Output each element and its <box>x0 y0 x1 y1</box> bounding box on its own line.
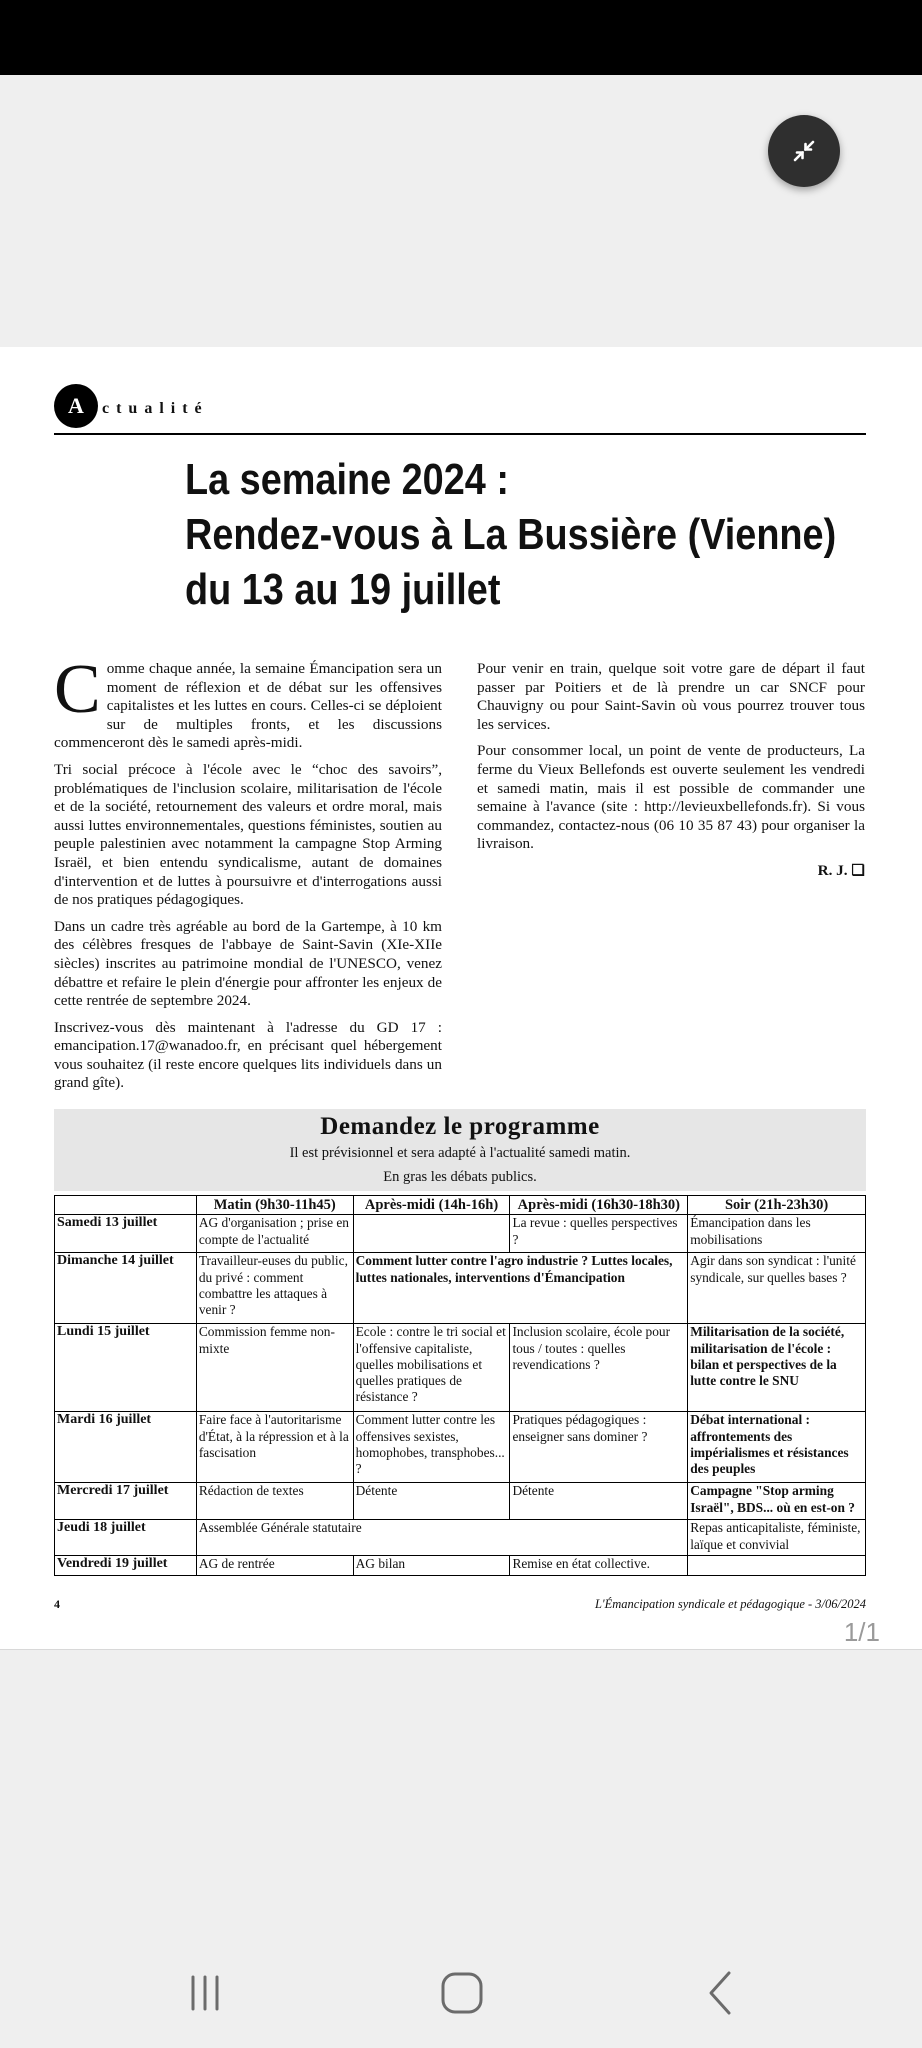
rubric-initial: A <box>54 384 98 428</box>
column-header: Soir (21h-23h30) <box>688 1196 866 1215</box>
rubric-divider <box>54 433 866 435</box>
column-header: Après-midi (16h30-18h30) <box>510 1196 688 1215</box>
rubric-label: ctualité <box>102 400 209 417</box>
table-cell: AG bilan <box>353 1556 510 1576</box>
day-cell: Mardi 16 juillet <box>55 1412 197 1483</box>
table-cell: Rédaction de textes <box>196 1483 353 1520</box>
day-cell: Samedi 13 juillet <box>55 1215 197 1253</box>
viewer-background <box>0 75 922 347</box>
table-cell: La revue : quelles perspectives ? <box>510 1215 688 1253</box>
table-cell: Faire face à l'autoritarisme d'État, à la répression et à la fascisation <box>196 1412 353 1483</box>
article-paragraph: Tri social précoce à l'école avec le “choc des savoirs”, problématiques de l'inclusion scolaire, militarisation de l'école et de la société, retournement des valeurs et ordre moral, mais aussi luttes environnementales, questions féministes, soutien au peuple palestinien avec notamment la campagne Stop Arming Israël, et bien entendu syndicalisme, autant de domaines d'intervention et de luttes à poursuivre et d'interrogations aussi de nos pratiques pédagogiques. <box>54 760 442 909</box>
article-paragraph: Dans un cadre très agréable au bord de la Gartempe, à 10 km des célèbres fresques de l'abbaye de Saint-Savin (XIe-XIIe siècles) inscrites au patrimoine mondial de l'UNESCO, venez débattre et refaire le plein d'énergie pour affronter les enjeux de cette rentrée de septembre 2024. <box>54 917 442 1010</box>
column-header: Matin (9h30-11h45) <box>196 1196 353 1215</box>
publication-footer: L'Émancipation syndicale et pédagogique - 3/06/2024 <box>594 1597 866 1611</box>
article-paragraph: Pour consommer local, un point de vente de producteurs, La ferme du Vieux Bellefonds est ouverte seulement les vendredi et samedi matin, mais il est possible de commander une semaine à l'avance (site : http://levieuxbellefonds.fr). Si vous commandez, contactez-nous (06 10 35 87 43) pour organiser la livraison. <box>477 742 865 853</box>
table-row <box>55 1215 866 1253</box>
table-cell <box>688 1556 866 1576</box>
table-cell: Remise en état collective. <box>510 1556 688 1576</box>
article-column-left <box>54 651 442 1101</box>
table-cell: Commission femme non-mixte <box>196 1324 353 1412</box>
column-header <box>55 1196 197 1215</box>
day-cell: Mercredi 17 juillet <box>55 1483 197 1520</box>
day-cell: Vendredi 19 juillet <box>55 1556 197 1576</box>
program-title: Demandez le programme <box>320 1113 600 1140</box>
table-cell: Comment lutter contre les offensives sexistes, homophobes, transphobes... ? <box>353 1412 510 1483</box>
home-icon <box>438 1969 486 2017</box>
page-indicator: 1/1 <box>843 1617 880 1647</box>
home-button[interactable] <box>432 1968 492 2018</box>
author-signature: R. J. ❏ <box>817 861 865 879</box>
exit-fullscreen-button[interactable] <box>768 115 840 187</box>
table-row <box>55 1412 866 1483</box>
program-subtitle: Il est prévisionnel et sera adapté à l'actualité samedi matin. <box>289 1145 631 1161</box>
document-page <box>0 347 922 1650</box>
table-header-row <box>55 1196 866 1215</box>
table-row <box>55 1556 866 1576</box>
table-cell: Inclusion scolaire, école pour tous / toutes : quelles revendications ? <box>510 1324 688 1412</box>
article-paragraph: Comme chaque année, la semaine Émancipation sera un moment de réflexion et de débat sur les offensives capitalistes et les luttes en cours. Celles-ci se déploient sur de multiples fronts, et les discussions commenceront dès le samedi après-midi. <box>54 651 442 752</box>
program-table <box>54 1195 866 1576</box>
page-number: 4 <box>54 1597 60 1611</box>
table-cell: Débat international : affrontements des impérialismes et résistances des peuples <box>688 1412 866 1483</box>
headline-line: du 13 au 19 juillet <box>185 565 501 614</box>
table-cell: Repas anticapitaliste, féministe, laïque et convivial <box>688 1520 866 1556</box>
article-headline <box>185 452 837 617</box>
recent-apps-button[interactable] <box>175 1968 235 2018</box>
table-cell: AG d'organisation ; prise en compte de l'actualité <box>196 1215 353 1253</box>
headline-line: La semaine 2024 : <box>185 455 509 504</box>
table-cell: Détente <box>353 1483 510 1520</box>
section-rubric <box>54 384 209 428</box>
program-header <box>54 1109 866 1191</box>
program-note: En gras les débats publics. <box>383 1169 537 1185</box>
table-cell: Pratiques pédagogiques : enseigner sans dominer ? <box>510 1412 688 1483</box>
table-cell: AG de rentrée <box>196 1556 353 1576</box>
article-paragraph: Inscrivez-vous dès maintenant à l'adresse du GD 17 : emancipation.17@wanadoo.fr, en précisant quel hébergement vous souhaitez (il reste encore quelques lits individuels dans un grand gîte). <box>54 1018 442 1092</box>
table-cell: Assemblée Générale statutaire <box>196 1520 687 1556</box>
recent-apps-icon <box>183 1971 227 2015</box>
table-cell: Militarisation de la société, militarisation de l'école : bilan et perspectives de la lutte contre le SNU <box>688 1324 866 1412</box>
table-cell: Campagne "Stop arming Israël", BDS... où en est-on ? <box>688 1483 866 1520</box>
table-row <box>55 1253 866 1324</box>
column-header: Après-midi (14h-16h) <box>353 1196 510 1215</box>
day-cell: Lundi 15 juillet <box>55 1324 197 1412</box>
table-cell: Agir dans son syndicat : l'unité syndicale, sur quelles bases ? <box>688 1253 866 1324</box>
back-button[interactable] <box>692 1968 752 2018</box>
table-cell: Ecole : contre le tri social et l'offensive capitaliste, quelles mobilisations et quelles pratiques de résistance ? <box>353 1324 510 1412</box>
table-cell: Travailleur-euses du public, du privé : comment combattre les attaques à venir ? <box>196 1253 353 1324</box>
table-row <box>55 1324 866 1412</box>
table-cell: Émancipation dans les mobilisations <box>688 1215 866 1253</box>
day-cell: Dimanche 14 juillet <box>55 1253 197 1324</box>
day-cell: Jeudi 18 juillet <box>55 1520 197 1556</box>
drop-cap: C <box>54 651 101 728</box>
article-paragraph: Pour venir en train, quelque soit votre gare de départ il faut passer par Poitiers et de là prendre un car SNCF pour Chauvigny ou pour Saint-Savin où vous pourrez trouver tous les services. <box>477 660 865 733</box>
headline-line: Rendez-vous à La Bussière (Vienne) <box>185 510 837 559</box>
table-cell <box>353 1215 510 1253</box>
collapse-icon <box>789 136 819 166</box>
table-cell: Détente <box>510 1483 688 1520</box>
table-cell: Comment lutter contre l'agro industrie ? Luttes locales, luttes nationales, interventions d'Émancipation <box>353 1253 688 1324</box>
article-column-right <box>477 660 865 881</box>
table-row <box>55 1520 866 1556</box>
table-row <box>55 1483 866 1520</box>
status-bar <box>0 0 922 75</box>
android-navigation-bar <box>0 1940 922 2048</box>
back-icon <box>702 1969 742 2017</box>
